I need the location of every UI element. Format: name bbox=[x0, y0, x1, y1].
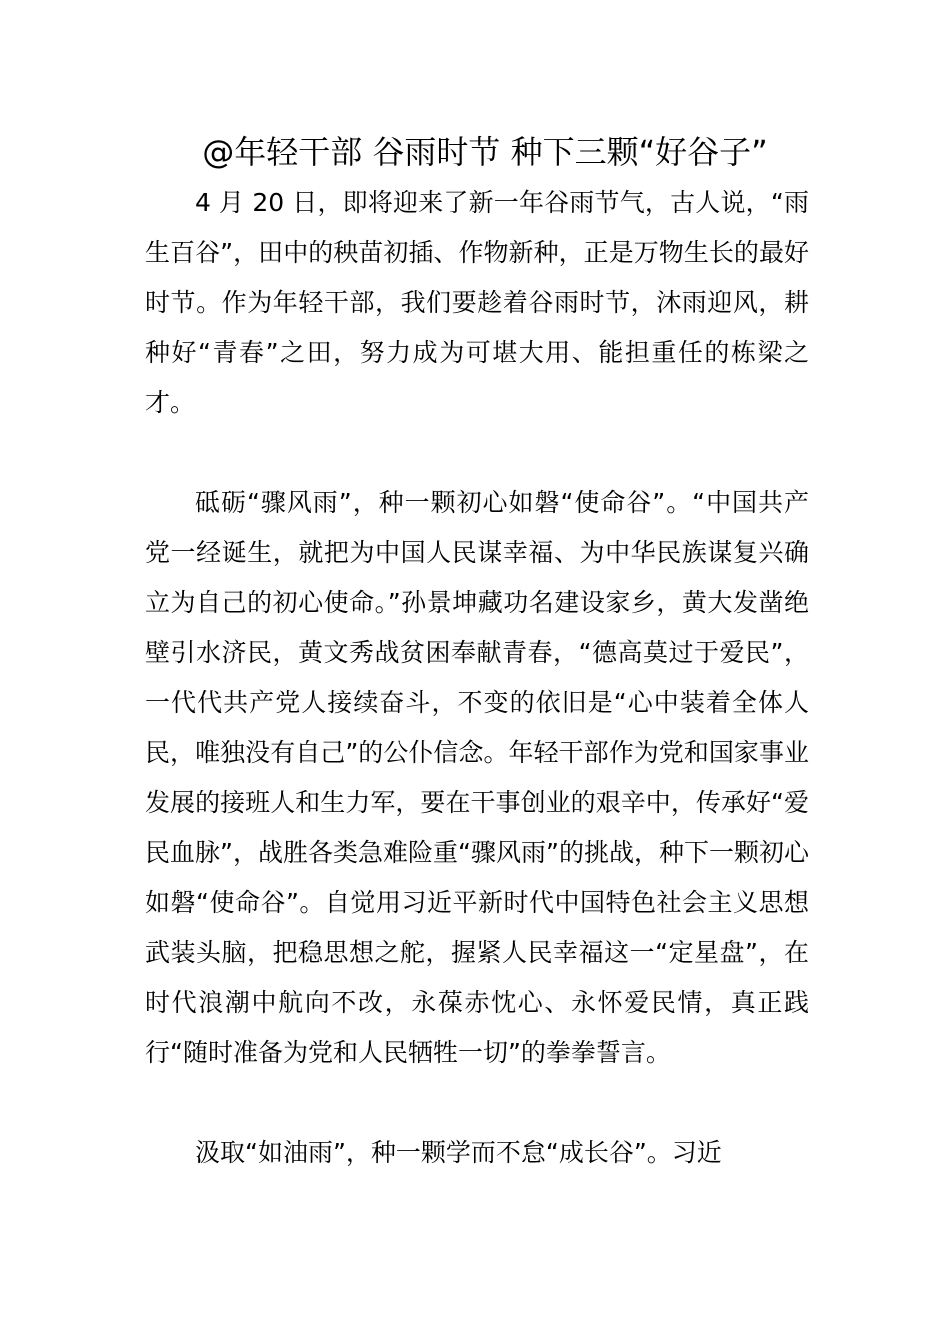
paragraph-growth: 汲取“如油雨”，种一颗学而不怠“成长谷”。习近 bbox=[195, 1138, 722, 1167]
paragraph-intro: 4 月 20 日，即将迎来了新一年谷雨节气，古人说，“雨生百谷”，田中的秧苗初插、作物新种，正是万物生长的最好时节。作为年轻干部，我们要趁着谷雨时节，沐雨迎风，耕种好“青春”之田，努力成为可堪大用、能担重任的栋梁之才。 bbox=[145, 188, 809, 417]
document-body bbox=[145, 178, 809, 1178]
paragraph-spacer bbox=[145, 428, 809, 478]
document-title: @年轻干部 谷雨时节 种下三颗“好谷子” bbox=[202, 133, 768, 171]
paragraph-mission: 砥砺“骤风雨”，种一颗初心如磐“使命谷”。“中国共产党一经诞生，就把为中国人民谋幸福、为中华民族谋复兴确立为自己的初心使命。”孙景坤藏功名建设家乡，黄大发凿绝壁引水济民，黄文秀战贫困奉献青春，“德高莫过于爱民”，一代代共产党人接续奋斗，不变的依旧是“心中装着全体人民，唯独没有自己”的公仆信念。年轻干部作为党和国家事业发展的接班人和生力军，要在干事创业的艰辛中，传承好“爱民血脉”，战胜各类急难险重“骤风雨”的挑战，种下一颗初心如磐“使命谷”。自觉用习近平新时代中国特色社会主义思想武装头脑，把稳思想之舵，握紧人民幸福这一“定星盘”，在时代浪潮中航向不改，永葆赤忱心、永怀爱民情，真正践行“随时准备为党和人民牺牲一切”的拳拳誓言。 bbox=[145, 488, 809, 1067]
paragraph-spacer bbox=[145, 1078, 809, 1128]
